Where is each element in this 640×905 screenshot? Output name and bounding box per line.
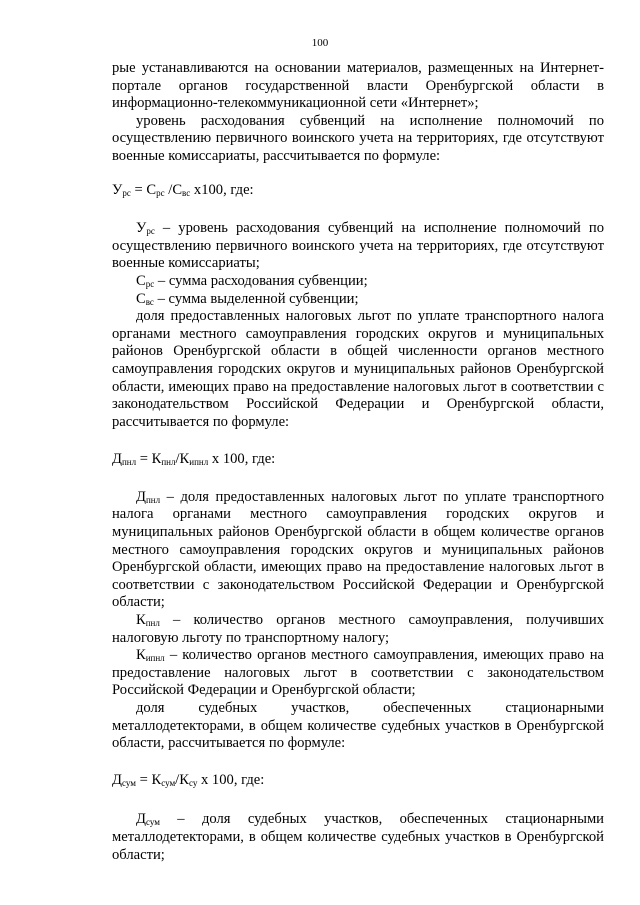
- definition-urs: $У_{рс}$ – уровень расходования субвенций на исполнение полномочий по осуществлению первичного воинского учета на территориях, где отсутствуют военные комиссариаты;: [112, 220, 604, 272]
- definition-srs: $С_{рс}$ – сумма расходования субвенции;: [136, 272, 368, 289]
- formula-subvention-level: $У_{рс} = С_{рс}$ $/С_{вс}$ х100, где:: [112, 181, 254, 198]
- definition-svs: $С_{вс}$ – сумма выделенной субвенции;: [136, 290, 359, 307]
- document-body: [112, 60, 604, 864]
- definition-kpnl: $К_{пнл}$ – количество органов местного самоуправления, получивших налоговую льготу по транспортному налогу;: [112, 612, 604, 646]
- definition-dpnl: $Д_{пнл}$ – доля предоставленных налоговых льгот по уплате транспортного налога органами местного самоуправления городских округов и муниципальных районов Оренбургской области в общем количестве органов местного самоуправления городских округов и муниципальных районов Оренбургской области, имеющих право на предоставление налоговых льгот в соответствии с законодательством Российской Федерации и Оренбургской области;: [112, 488, 604, 611]
- paragraph-subvention-level: уровень расходования субвенций на исполнение полномочий по осуществлению первичного воинского учета на территориях, где отсутствуют военные комиссариаты, рассчитывается по формуле:: [112, 112, 604, 164]
- formula-tax-benefits: $Д_{пнл} = К_{пнл}/К_{ипнл}$ х 100, где:: [112, 451, 276, 468]
- definition-kipnl: $К_{ипнл}$ – количество органов местного самоуправления, имеющих право на предоставление налоговых льгот в соответствии с законодательством Российской Федерации и Оренбургской области;: [112, 647, 604, 699]
- formula-metal-detectors: $Д_{сум} = К_{сум}/К_{су}$ х 100, где:: [112, 771, 265, 788]
- definition-dsum: $Д_{сум}$ – доля судебных участков, обеспеченных стационарными металлодетекторами, в общем количестве судебных участков в Оренбургской области;: [112, 811, 604, 863]
- paragraph-tax-benefits: доля предоставленных налоговых льгот по уплате транспортного налога органами местного самоуправления городских округов и муниципальных районов Оренбургской области в общей численности органов местного самоуправления городских округов и муниципальных районов Оренбургской области, имеющих право на предоставление налоговых льгот в соответствии с законодательством Российской Федерации и Оренбургской области, рассчитывается по формуле:: [112, 308, 604, 430]
- paragraph-continued: рые устанавливаются на основании материалов, размещенных на Интернет-портале органов государственной власти Оренбургской области в информационно-телекоммуникационной сети «Интернет»;: [112, 60, 604, 112]
- page-number: 100: [311, 37, 329, 49]
- paragraph-metal-detectors: доля судебных участков, обеспеченных стационарными металлодетекторами, в общем количестве судебных участков в Оренбургской области, рассчитывается по формуле:: [112, 700, 604, 752]
